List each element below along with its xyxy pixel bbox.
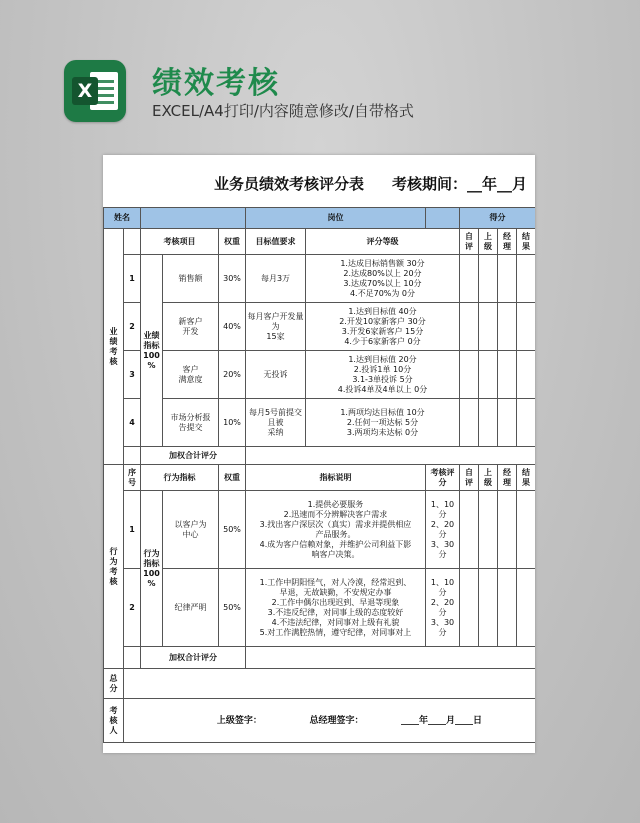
- perf-group-label: 业绩 指标 100 %: [141, 255, 163, 447]
- perf-row-sup[interactable]: [479, 303, 498, 351]
- reviewer-row: [104, 699, 536, 743]
- score-label: 得分: [460, 208, 536, 229]
- name-label: 姓名: [104, 208, 141, 229]
- perf-row-target: 每月3万: [246, 255, 306, 303]
- perf-item-header: 考核项目: [141, 229, 219, 255]
- perf-row-no: 3: [124, 351, 141, 399]
- logo-letter: X: [72, 77, 98, 105]
- behav-result-header: 结 果: [517, 465, 536, 491]
- perf-row-result[interactable]: [517, 351, 536, 399]
- perf-row-result[interactable]: [517, 255, 536, 303]
- behav-row-mgr[interactable]: [498, 569, 517, 647]
- spreadsheet-preview: [103, 155, 535, 753]
- behav-total-label: 加权合计评分: [141, 647, 246, 669]
- behav-row: [104, 569, 536, 647]
- reviewer-label: 考 核 人: [104, 699, 124, 743]
- behav-item-header: 行为指标: [141, 465, 219, 491]
- perf-row: [104, 255, 536, 303]
- perf-row-self[interactable]: [460, 399, 479, 447]
- perf-row-grade: 1.达成目标销售额 30分 2.达成80%以上 20分 3.达成70%以上 10分 4.不足70%为 0分: [306, 255, 460, 303]
- page-subtitle: EXCEL/A4打印/内容随意修改/自带格式: [152, 102, 414, 120]
- perf-row-weight: 40%: [219, 303, 246, 351]
- behav-mgr-header: 经 理: [498, 465, 517, 491]
- perf-mgr-header: 经 理: [498, 229, 517, 255]
- page-title: 绩效考核: [152, 66, 280, 101]
- behav-row-score: 1、10 分 2、20 分 3、30 分: [426, 569, 460, 647]
- behav-row-sup[interactable]: [479, 491, 498, 569]
- perf-row: [104, 399, 536, 447]
- perf-weight-header: 权重: [219, 229, 246, 255]
- perf-row-no: 4: [124, 399, 141, 447]
- behav-row-self[interactable]: [460, 569, 479, 647]
- perf-row-target: 无投诉: [246, 351, 306, 399]
- perf-row-sup[interactable]: [479, 399, 498, 447]
- behav-self-header: 自 评: [460, 465, 479, 491]
- behav-row-sup[interactable]: [479, 569, 498, 647]
- perf-result-header: 结 果: [517, 229, 536, 255]
- perf-row-no: 2: [124, 303, 141, 351]
- perf-row-target: 每月客户开发量为 15家: [246, 303, 306, 351]
- perf-target-header: 目标值要求: [246, 229, 306, 255]
- perf-total-label: 加权合计评分: [141, 447, 246, 465]
- perf-row-sup[interactable]: [479, 255, 498, 303]
- supervisor-signature[interactable]: 上级签字：: [216, 715, 262, 726]
- perf-sup-header: 上 级: [479, 229, 498, 255]
- perf-row-grade: 1.达到目标值 40分 2.开发10家新客户 30分 3.开发6家新客户 15分 4.少于6家新客户 0分: [306, 303, 460, 351]
- total-score-label: 总 分: [104, 669, 124, 699]
- behav-row-weight: 50%: [219, 569, 246, 647]
- gm-signature[interactable]: 总经理签字：: [309, 715, 364, 726]
- behav-row-desc: 1.提供必要服务 2.迅速而不分辨解决客户需求 3.找出客户深层次（真实）需求并提供相应 产品服务。 4.成为客户信赖对象，并维护公司利益下影 响客户决策。: [246, 491, 426, 569]
- behav-row-result[interactable]: [517, 491, 536, 569]
- perf-row-item: 销售额: [163, 255, 219, 303]
- name-value[interactable]: [141, 208, 246, 229]
- perf-total-row: [104, 447, 536, 465]
- behav-row: [104, 491, 536, 569]
- behav-row-no: 2: [124, 569, 141, 647]
- perf-row: [104, 303, 536, 351]
- behav-section-label: 行 为 考 核: [104, 465, 124, 669]
- sheet-title-row: [103, 173, 535, 194]
- header-row: [104, 208, 536, 229]
- behav-row-weight: 50%: [219, 491, 246, 569]
- signature-area: [124, 699, 536, 743]
- behav-row-desc: 1.工作中阴阳怪气，对人冷漠，经常迟到、 早退，无故缺勤，不安规定办事 2.工作中偶尔出现迟到、早退等现象 3.不违反纪律，对同事上级的态度较好 4.不违法纪律，对同事对上级有礼貌 5.对工作满腔热情，遵守纪律，对同事对上: [246, 569, 426, 647]
- perf-section-label: 业 绩 考 核: [104, 229, 124, 465]
- perf-row-mgr[interactable]: [498, 255, 517, 303]
- excel-logo-icon: [64, 60, 126, 122]
- behav-desc-header: 指标说明: [246, 465, 426, 491]
- perf-row-mgr[interactable]: [498, 303, 517, 351]
- perf-header-row: [104, 229, 536, 255]
- perf-row-no: 1: [124, 255, 141, 303]
- perf-row-item: 市场分析报 告提交: [163, 399, 219, 447]
- behav-total-row: [104, 647, 536, 669]
- perf-row-mgr[interactable]: [498, 399, 517, 447]
- perf-row-weight: 10%: [219, 399, 246, 447]
- behav-group-label: 行为 指标 100 %: [141, 491, 163, 647]
- behav-weight-header: 权重: [219, 465, 246, 491]
- perf-row-weight: 30%: [219, 255, 246, 303]
- perf-row-grade: 1.达到目标值 20分 2.投诉1单 10分 3.1-3单投诉 5分 4.投诉4单及4单以上 0分: [306, 351, 460, 399]
- perf-row: [104, 351, 536, 399]
- perf-row-grade: 1.两项均达目标值 10分 2.任何一项达标 5分 3.两项均未达标 0分: [306, 399, 460, 447]
- behav-row-no: 1: [124, 491, 141, 569]
- appraisal-table: [103, 207, 535, 743]
- position-label: 岗位: [246, 208, 426, 229]
- perf-row-result[interactable]: [517, 399, 536, 447]
- behav-row-item: 以客户为 中心: [163, 491, 219, 569]
- behav-sup-header: 上 级: [479, 465, 498, 491]
- behav-header-row: [104, 465, 536, 491]
- perf-no-header: [124, 229, 141, 255]
- sheet-title: 业务员绩效考核评分表: [213, 175, 364, 193]
- position-value[interactable]: [426, 208, 460, 229]
- perf-row-self[interactable]: [460, 303, 479, 351]
- behav-total-value[interactable]: [246, 647, 536, 669]
- behav-row-mgr[interactable]: [498, 491, 517, 569]
- total-score-value[interactable]: [124, 669, 536, 699]
- behav-row-score: 1、10 分 2、20 分 3、30 分: [426, 491, 460, 569]
- perf-row-sup[interactable]: [479, 351, 498, 399]
- perf-row-item: 客户 满意度: [163, 351, 219, 399]
- behav-row-self[interactable]: [460, 491, 479, 569]
- sheet-period: 考核期间：__年__月: [391, 175, 527, 193]
- behav-row-item: 纪律严明: [163, 569, 219, 647]
- perf-row-target: 每月5号前提交且被 采纳: [246, 399, 306, 447]
- perf-self-header: 自 评: [460, 229, 479, 255]
- behav-row-result[interactable]: [517, 569, 536, 647]
- perf-row-mgr[interactable]: [498, 351, 517, 399]
- sign-date[interactable]: ____年____月____日: [401, 715, 483, 726]
- behav-no-header: 序 号: [124, 465, 141, 491]
- perf-row-weight: 20%: [219, 351, 246, 399]
- perf-row-item: 新客户 开发: [163, 303, 219, 351]
- perf-grade-header: 评分等级: [306, 229, 460, 255]
- total-score-row: [104, 669, 536, 699]
- perf-total-value[interactable]: [246, 447, 536, 465]
- perf-row-self[interactable]: [460, 255, 479, 303]
- perf-row-self[interactable]: [460, 351, 479, 399]
- perf-row-result[interactable]: [517, 303, 536, 351]
- behav-score-header: 考核评 分: [426, 465, 460, 491]
